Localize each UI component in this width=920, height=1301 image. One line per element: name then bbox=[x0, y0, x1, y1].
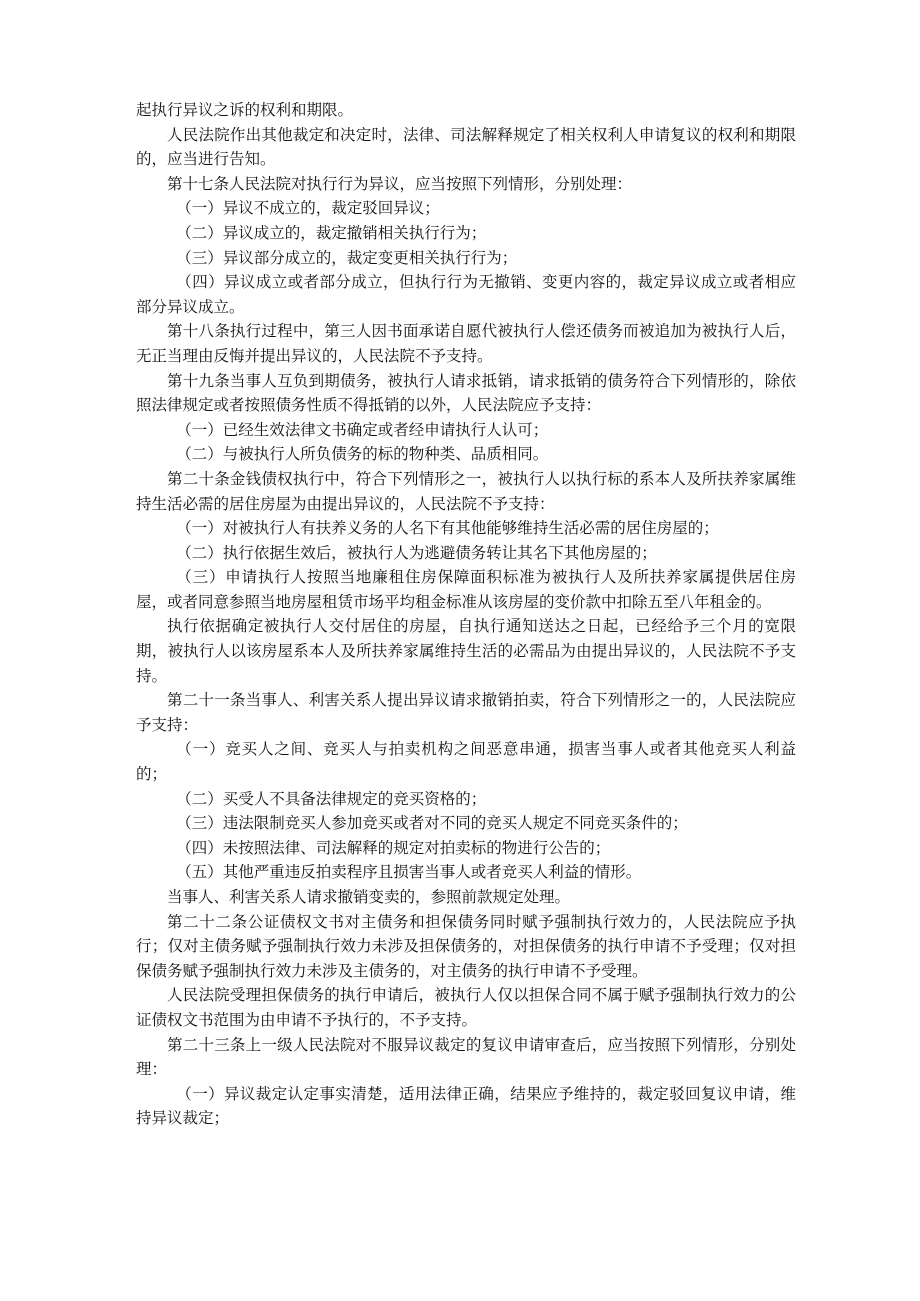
paragraph: 执行依据确定被执行人交付居住的房屋，自执行通知送达之日起，已经给予三个月的宽限期，被执行人以该房屋系本人及所扶养家属维持生活的必需品为由提出异议的，人民法院不予支持。 bbox=[136, 617, 796, 685]
list-item: （二）执行依据生效后，被执行人为逃避债务转让其名下其他房屋的； bbox=[176, 543, 657, 562]
paragraph: 人民法院受理担保债务的执行申请后，被执行人仅以担保合同不属于赋予强制执行效力的公证债权文书范围为由申请不予执行的，不予支持。 bbox=[136, 986, 796, 1029]
list-item: （三）异议部分成立的，裁定变更相关执行行为； bbox=[176, 248, 518, 267]
article-19-heading: 第十九条当事人互负到期债务，被执行人请求抵销，请求抵销的债务符合下列情形的，除依照法律规定或者按照债务性质不得抵销的以外，人民法院应予支持： bbox=[136, 371, 796, 415]
list-item: （一）异议裁定认定事实清楚，适用法律正确，结果应予维持的，裁定驳回复议申请，维持异议裁定； bbox=[136, 1084, 796, 1128]
paragraph: 当事人、利害关系人请求撤销变卖的，参照前款规定处理。 bbox=[167, 888, 571, 906]
paragraph: 人民法院作出其他裁定和决定时，法律、司法解释规定了相关权利人申请复议的权利和期限的，应当进行告知。 bbox=[136, 125, 796, 169]
list-item: （二）异议成立的，裁定撤销相关执行行为； bbox=[176, 223, 487, 242]
list-item: （一）对被执行人有扶养义务的人名下有其他能够维持生活必需的居住房屋的； bbox=[176, 519, 719, 538]
list-item: （一）异议不成立的，裁定驳回异议； bbox=[176, 199, 440, 218]
list-item: （三）违法限制竞买人参加竞买或者对不同的竞买人规定不同竞买条件的； bbox=[176, 814, 688, 833]
article-20-heading: 第二十条金钱债权执行中，符合下列情形之一，被执行人以执行标的系本人及所扶养家属维持生活必需的居住房屋为由提出异议的，人民法院不予支持： bbox=[136, 469, 796, 513]
list-item: （四）异议成立或者部分成立，但执行行为无撤销、变更内容的，裁定异议成立或者相应部分异议成立。 bbox=[136, 273, 796, 316]
list-item: （二）买受人不具备法律规定的竞买资格的； bbox=[176, 789, 487, 808]
article-23-heading: 第二十三条上一级人民法院对不服异议裁定的复议申请审查后，应当按照下列情形，分别处理： bbox=[136, 1035, 796, 1079]
article-18: 第十八条执行过程中，第三人因书面承诺自愿代被执行人偿还债务而被追加为被执行人后，无正当理由反悔并提出异议的，人民法院不予支持。 bbox=[136, 322, 796, 365]
paragraph: 起执行异议之诉的权利和期限。 bbox=[136, 101, 354, 119]
list-item: （二）与被执行人所负债务的标的物种类、品质相同。 bbox=[176, 445, 549, 464]
article-17-heading: 第十七条人民法院对执行行为异议，应当按照下列情形，分别处理： bbox=[167, 174, 633, 193]
document-body bbox=[136, 98, 796, 1131]
article-21-heading: 第二十一条当事人、利害关系人提出异议请求撤销拍卖，符合下列情形之一的，人民法院应予支持： bbox=[136, 691, 796, 734]
list-item: （五）其他严重违反拍卖程序且损害当事人或者竞买人利益的情形。 bbox=[176, 863, 642, 882]
list-item: （四）未按照法律、司法解释的规定对拍卖标的物进行公告的； bbox=[176, 838, 611, 857]
article-22: 第二十二条公证债权文书对主债务和担保债务同时赋予强制执行效力的，人民法院应予执行；仅对主债务赋予强制执行效力未涉及担保债务的，对担保债务的执行申请不予受理；仅对担保债务赋予强制执行效力未涉及主债务的，对主债务的执行申请不予受理。 bbox=[136, 912, 796, 980]
list-item: （一）已经生效法律文书确定或者经申请执行人认可； bbox=[176, 420, 549, 439]
list-item: （一）竞买人之间、竞买人与拍卖机构之间恶意串通，损害当事人或者其他竞买人利益的； bbox=[136, 740, 796, 784]
list-item: （三）申请执行人按照当地廉租住房保障面积标准为被执行人及所扶养家属提供居住房屋，或者同意参照当地房屋租赁市场平均租金标准从该房屋的变价款中扣除五至八年租金的。 bbox=[136, 568, 796, 611]
